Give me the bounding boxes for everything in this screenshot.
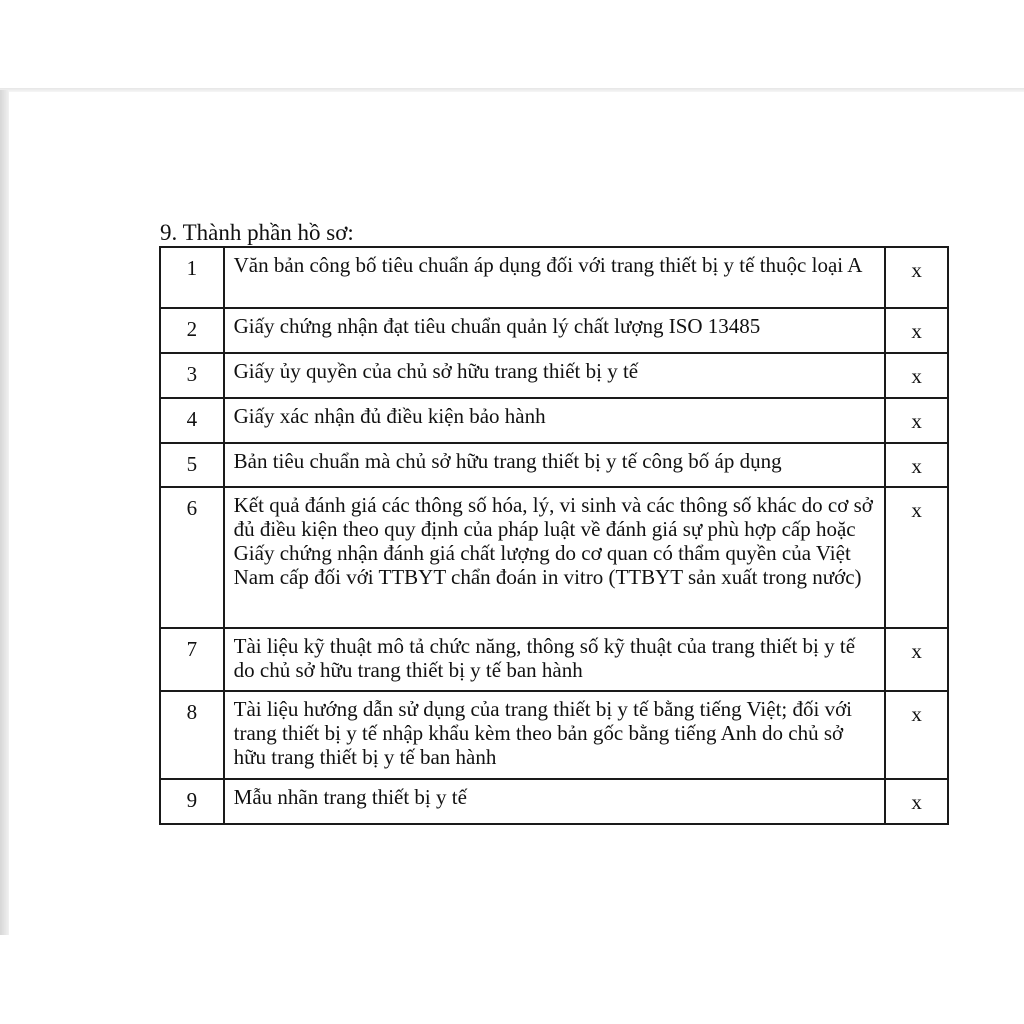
row-description: Kết quả đánh giá các thông số hóa, lý, vi sinh và các thông số khác do cơ sở đủ điều kiện theo quy định của pháp luật về đánh giá sự phù hợp cấp hoặc Giấy chứng nhận đánh giá chất lượng do cơ quan có thẩm quyền của Việt Nam cấp đối với TTBYT chẩn đoán in vitro (TTBYT sản xuất trong nước) bbox=[224, 487, 886, 628]
row-number: 9 bbox=[160, 779, 224, 824]
table-row bbox=[160, 353, 948, 398]
row-description: Bản tiêu chuẩn mà chủ sở hữu trang thiết bị y tế công bố áp dụng bbox=[224, 443, 886, 487]
row-description: Giấy ủy quyền của chủ sở hữu trang thiết bị y tế bbox=[224, 353, 886, 398]
table-row bbox=[160, 779, 948, 824]
section-title: 9. Thành phần hồ sơ: bbox=[160, 220, 354, 245]
row-number: 4 bbox=[160, 398, 224, 443]
row-check-mark: x bbox=[885, 628, 948, 691]
table-row bbox=[160, 691, 948, 779]
row-check-mark: x bbox=[885, 487, 948, 628]
row-check-mark: x bbox=[885, 353, 948, 398]
row-number: 6 bbox=[160, 487, 224, 628]
row-description: Giấy xác nhận đủ điều kiện bảo hành bbox=[224, 398, 886, 443]
table-row bbox=[160, 487, 948, 628]
row-check-mark: x bbox=[885, 398, 948, 443]
row-number: 2 bbox=[160, 308, 224, 353]
row-check-mark: x bbox=[885, 779, 948, 824]
row-description: Tài liệu hướng dẫn sử dụng của trang thiết bị y tế bằng tiếng Việt; đối với trang thiết bị y tế nhập khẩu kèm theo bản gốc bằng tiếng Anh do chủ sở hữu trang thiết bị y tế ban hành bbox=[224, 691, 886, 779]
dossier-table bbox=[159, 246, 949, 825]
row-description: Văn bản công bố tiêu chuẩn áp dụng đối với trang thiết bị y tế thuộc loại A bbox=[224, 247, 886, 308]
table-row bbox=[160, 398, 948, 443]
row-number: 8 bbox=[160, 691, 224, 779]
row-check-mark: x bbox=[885, 443, 948, 487]
table-row bbox=[160, 308, 948, 353]
viewer-background bbox=[0, 0, 1024, 90]
page-edge-left bbox=[0, 90, 9, 935]
row-description: Giấy chứng nhận đạt tiêu chuẩn quản lý chất lượng ISO 13485 bbox=[224, 308, 886, 353]
row-check-mark: x bbox=[885, 308, 948, 353]
row-number: 5 bbox=[160, 443, 224, 487]
row-number: 1 bbox=[160, 247, 224, 308]
row-number: 3 bbox=[160, 353, 224, 398]
table-row bbox=[160, 247, 948, 308]
table-row bbox=[160, 443, 948, 487]
table-row bbox=[160, 628, 948, 691]
row-number: 7 bbox=[160, 628, 224, 691]
row-check-mark: x bbox=[885, 691, 948, 779]
row-check-mark: x bbox=[885, 247, 948, 308]
row-description: Mẫu nhãn trang thiết bị y tế bbox=[224, 779, 886, 824]
row-description: Tài liệu kỹ thuật mô tả chức năng, thông số kỹ thuật của trang thiết bị y tế do chủ sở hữu trang thiết bị y tế ban hành bbox=[224, 628, 886, 691]
